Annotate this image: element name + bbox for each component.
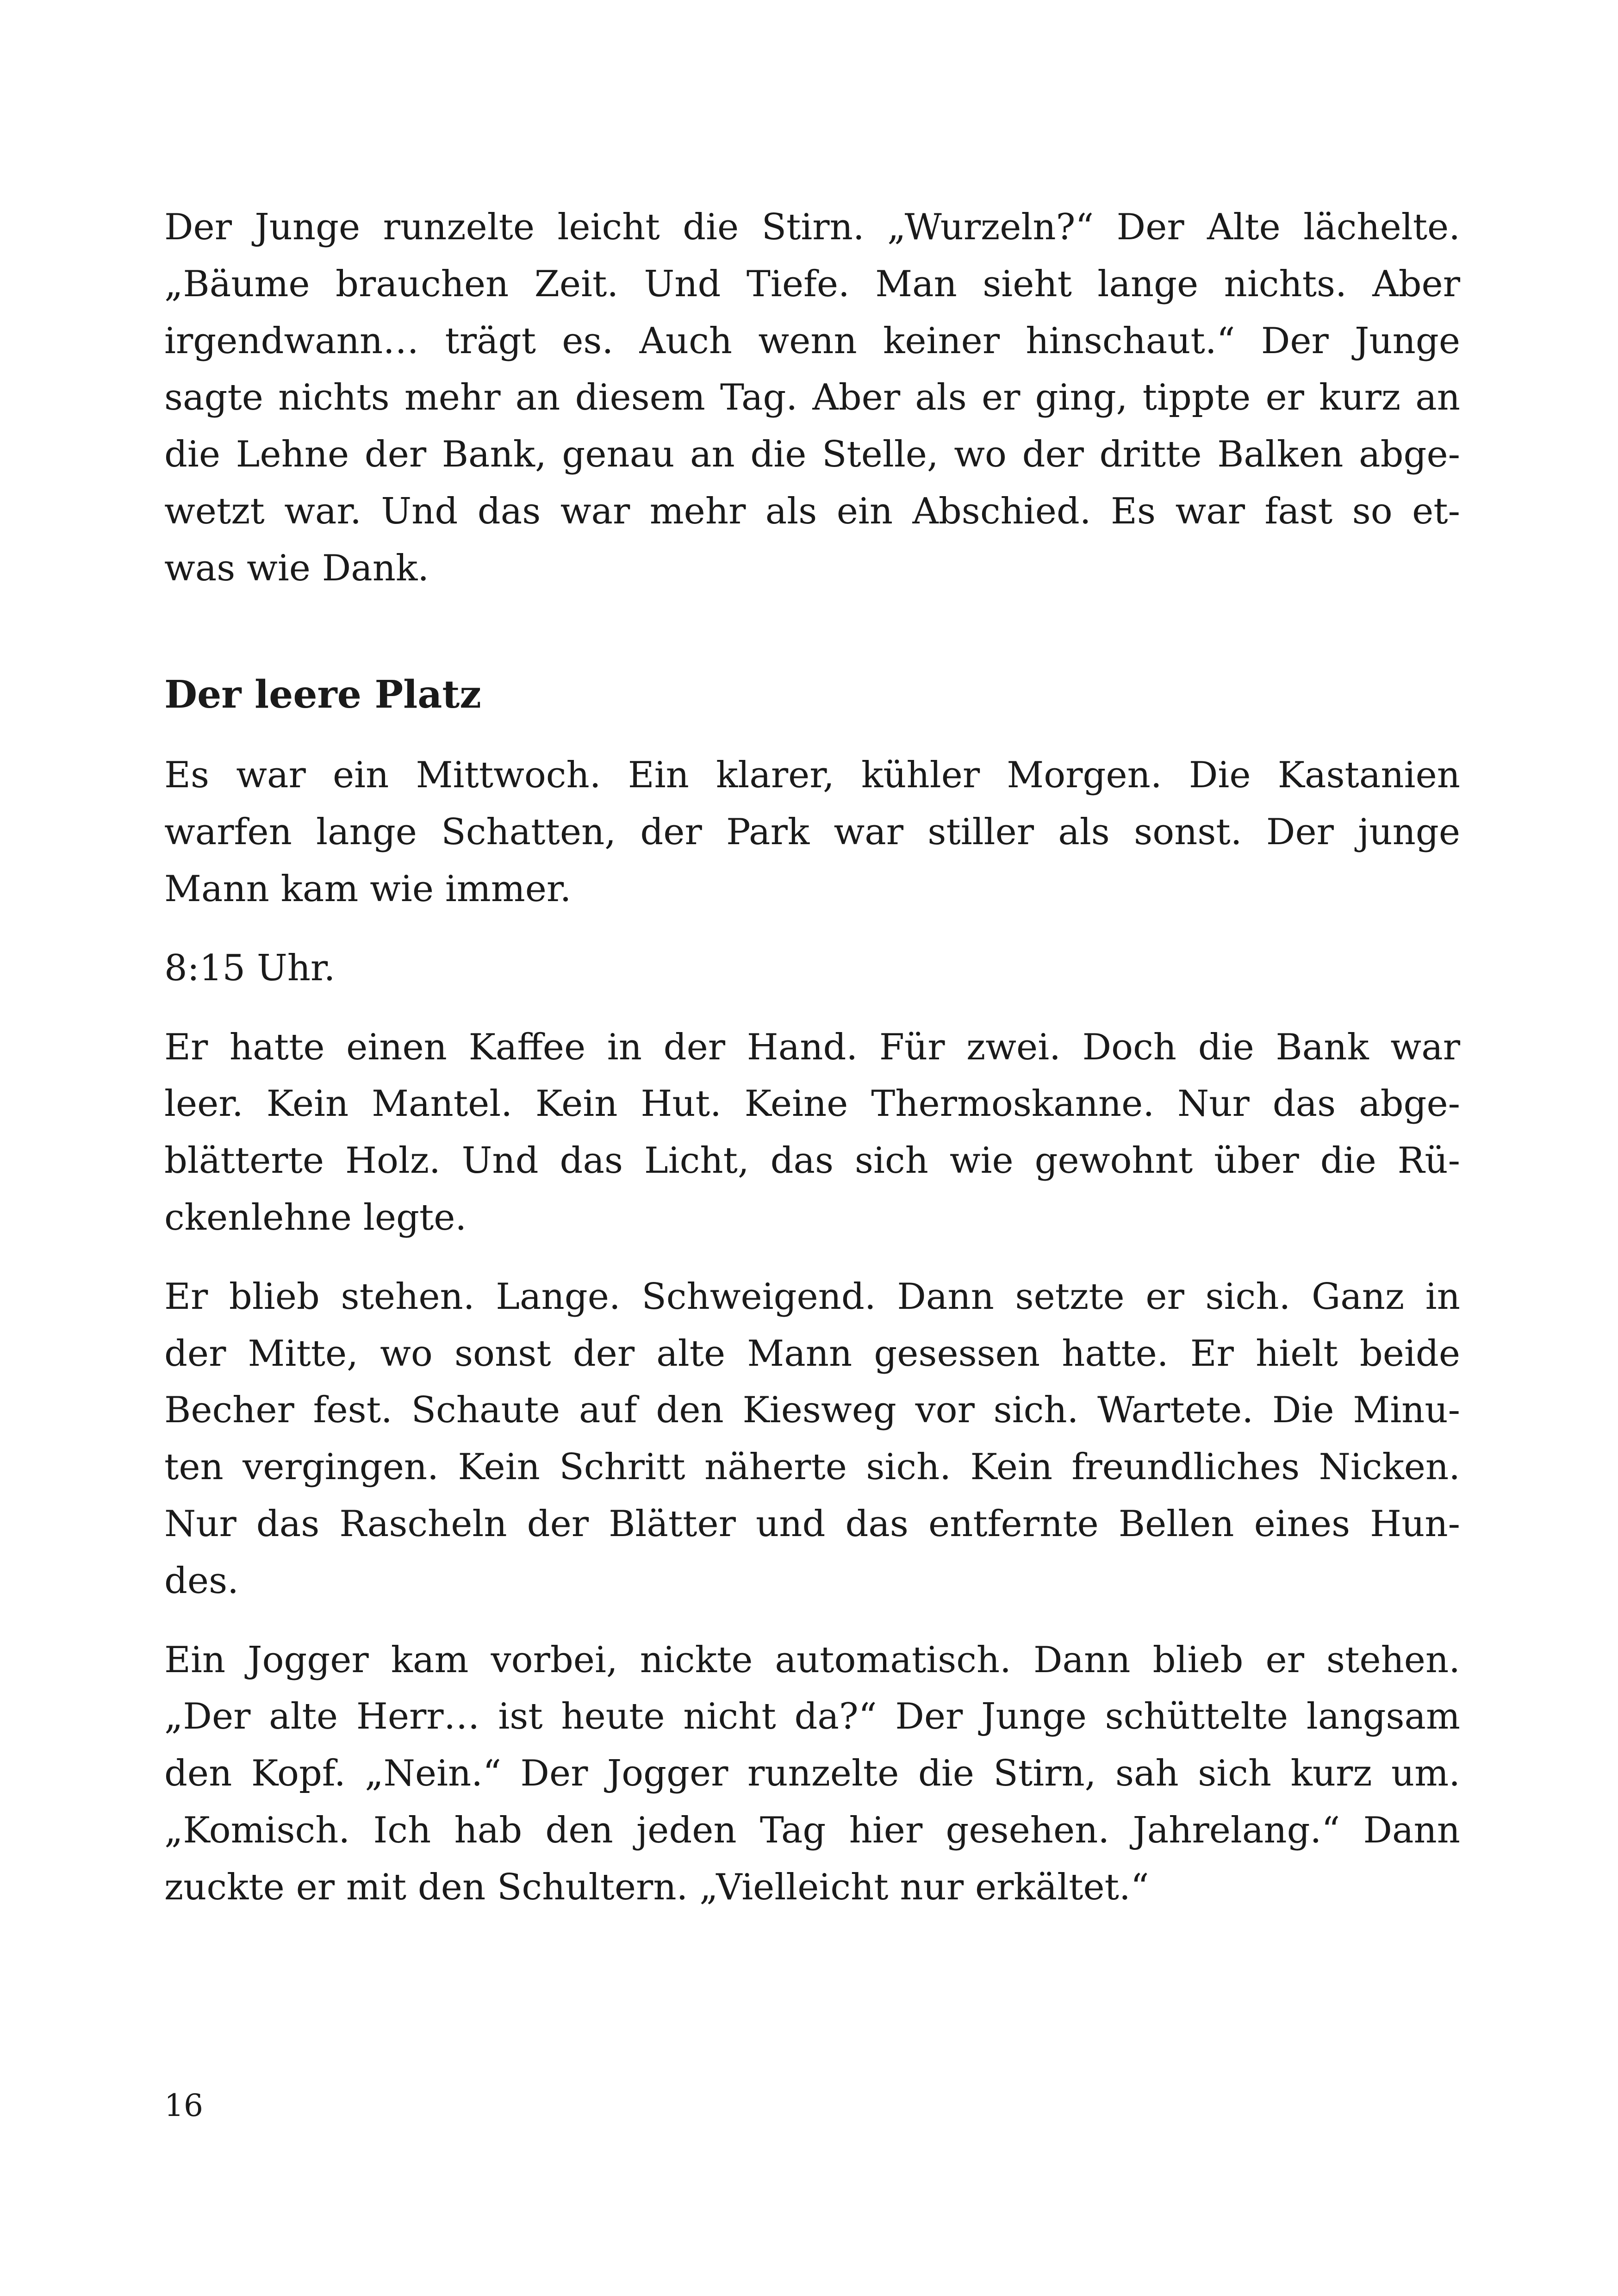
text-line: warfen lange Schatten, der Park war stiller als sonst. Der junge bbox=[164, 811, 1460, 853]
text-line: Nur das Rascheln der Blätter und das entfernte Bellen eines Hun- bbox=[164, 1503, 1460, 1545]
paragraph bbox=[164, 199, 1460, 597]
text-line: Becher fest. Schaute auf den Kiesweg vor sich. Wartete. Die Minu- bbox=[164, 1389, 1460, 1431]
text-line: „Komisch. Ich hab den jeden Tag hier gesehen. Jahrelang.“ Dann bbox=[164, 1809, 1460, 1851]
text-line: Er blieb stehen. Lange. Schweigend. Dann setzte er sich. Ganz in bbox=[164, 1276, 1460, 1318]
text-line: wetzt war. Und das war mehr als ein Abschied. Es war fast so et- bbox=[164, 490, 1460, 532]
paragraph bbox=[164, 940, 1460, 997]
text-line: der Mitte, wo sonst der alte Mann gesessen hatte. Er hielt beide bbox=[164, 1332, 1460, 1375]
paragraph bbox=[164, 1269, 1460, 1610]
text-block bbox=[164, 199, 1460, 1916]
text-line: „Der alte Herr… ist heute nicht da?“ Der Junge schüttelte langsam bbox=[164, 1696, 1460, 1738]
text-line: irgendwann… trägt es. Auch wenn keiner hinschaut.“ Der Junge bbox=[164, 320, 1460, 362]
text-line: ten vergingen. Kein Schritt näherte sich. Kein freundliches Nicken. bbox=[164, 1446, 1460, 1488]
paragraph bbox=[164, 747, 1460, 917]
text-line: des. bbox=[164, 1560, 239, 1602]
text-line: zuckte er mit den Schultern. „Vielleicht nur erkältet.“ bbox=[164, 1866, 1149, 1908]
section-heading: Der leere Platz bbox=[164, 672, 481, 717]
text-line: was wie Dank. bbox=[164, 547, 429, 589]
text-line: 8:15 Uhr. bbox=[164, 947, 336, 989]
text-line: „Bäume brauchen Zeit. Und Tiefe. Man sieht lange nichts. Aber bbox=[164, 263, 1460, 305]
text-line: Ein Jogger kam vorbei, nickte automatisch. Dann blieb er stehen. bbox=[164, 1639, 1460, 1681]
text-line: Es war ein Mittwoch. Ein klarer, kühler Morgen. Die Kastanien bbox=[164, 754, 1460, 796]
page-number: 16 bbox=[164, 2088, 203, 2123]
text-line: sagte nichts mehr an diesem Tag. Aber als er ging, tippte er kurz an bbox=[164, 377, 1460, 419]
text-line: Mann kam wie immer. bbox=[164, 868, 572, 910]
text-line: Der Junge runzelte leicht die Stirn. „Wurzeln?“ Der Alte lächelte. bbox=[164, 206, 1460, 248]
text-line: leer. Kein Mantel. Kein Hut. Keine Thermoskanne. Nur das abge- bbox=[164, 1083, 1460, 1125]
text-line: den Kopf. „Nein.“ Der Jogger runzelte die Stirn, sah sich kurz um. bbox=[164, 1753, 1460, 1795]
text-line: Er hatte einen Kaffee in der Hand. Für zwei. Doch die Bank war bbox=[164, 1026, 1460, 1068]
paragraph bbox=[164, 1019, 1460, 1246]
text-line: ckenlehne legte. bbox=[164, 1196, 467, 1238]
text-line: blätterte Holz. Und das Licht, das sich wie gewohnt über die Rü- bbox=[164, 1140, 1460, 1182]
text-line: die Lehne der Bank, genau an die Stelle, wo der dritte Balken abge- bbox=[164, 434, 1460, 476]
paragraph bbox=[164, 1632, 1460, 1916]
